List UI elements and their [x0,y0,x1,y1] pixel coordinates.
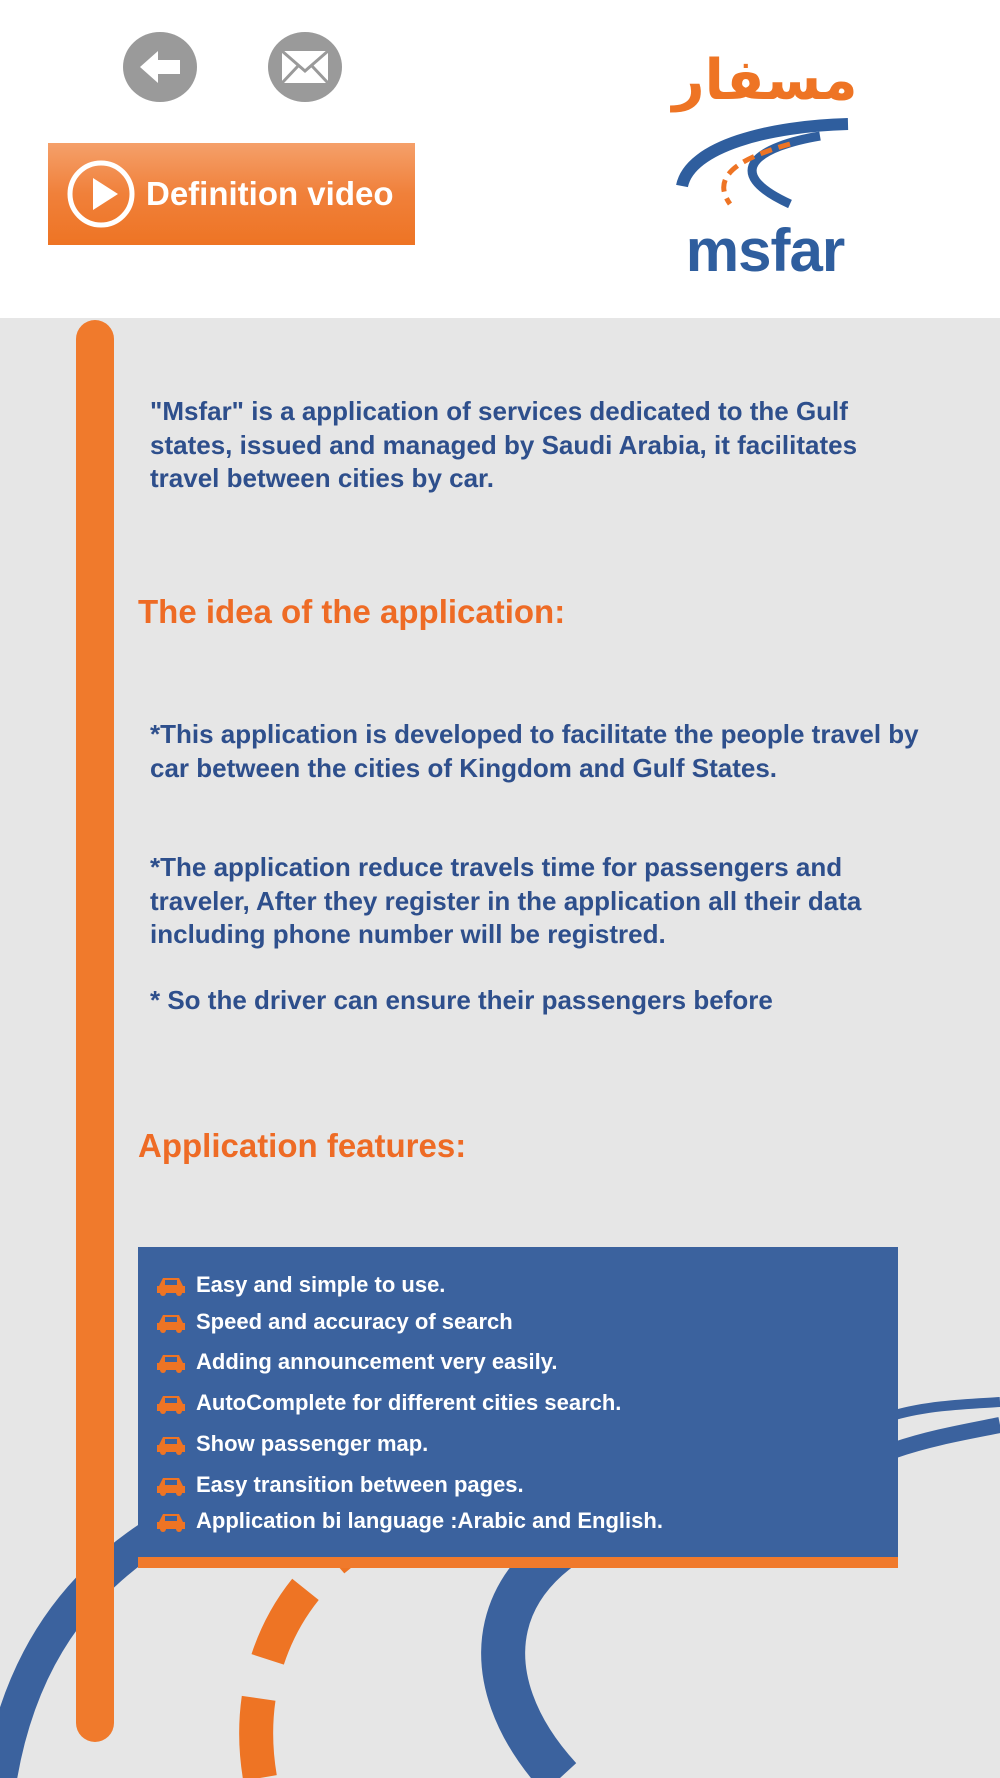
feature-text: AutoComplete for different cities search. [196,1390,622,1415]
feature-item [156,1345,557,1379]
orange-side-bar [76,320,114,1742]
logo-english-text: msfar [685,217,845,284]
feature-item [156,1386,621,1420]
feature-item [156,1305,513,1339]
definition-video-button[interactable] [48,143,415,245]
feature-text: Adding announcement very easily. [196,1349,558,1374]
header [0,0,1000,318]
feature-text: Easy transition between pages. [196,1472,524,1497]
msfar-logo [670,44,860,284]
car-icon [156,1311,186,1333]
mail-icon [280,49,330,85]
idea-paragraph: * So the driver can ensure their passengers before [150,985,773,1015]
car-icon [156,1351,186,1373]
mail-button[interactable] [268,32,342,102]
feature-item [156,1268,445,1302]
car-icon [156,1433,186,1455]
logo-road-mark [670,116,860,216]
back-arrow-icon [136,47,184,87]
car-icon [156,1392,186,1414]
feature-text: Application bi language :Arabic and English. [196,1508,663,1533]
feature-item [156,1468,524,1502]
feature-item [156,1427,428,1461]
idea-paragraph: *This application is developed to facilitate the people travel by car between the cities of Kingdom and Gulf States. [150,719,919,783]
intro-text: "Msfar" is a application of services dedicated to the Gulf states, issued and managed by Saudi Arabia, it facilitates travel between cities by car. [150,396,858,493]
logo-arabic-text: مسفار [672,48,858,111]
feature-text: Show passenger map. [196,1431,429,1456]
car-icon [156,1274,186,1296]
feature-text: Speed and accuracy of search [196,1309,513,1334]
car-icon [156,1474,186,1496]
definition-video-label: Definition video [146,175,394,212]
feature-item [156,1504,663,1538]
feature-text: Easy and simple to use. [196,1272,446,1297]
features-box [138,1247,898,1568]
play-icon [66,159,136,229]
car-icon [156,1510,186,1532]
idea-heading: The idea of the application: [138,593,566,630]
back-button[interactable] [123,32,197,102]
features-heading: Application features: [138,1127,467,1164]
idea-paragraph: *The application reduce travels time for passengers and traveler, After they register in the application all their data including phone number will be registred. [150,852,862,949]
